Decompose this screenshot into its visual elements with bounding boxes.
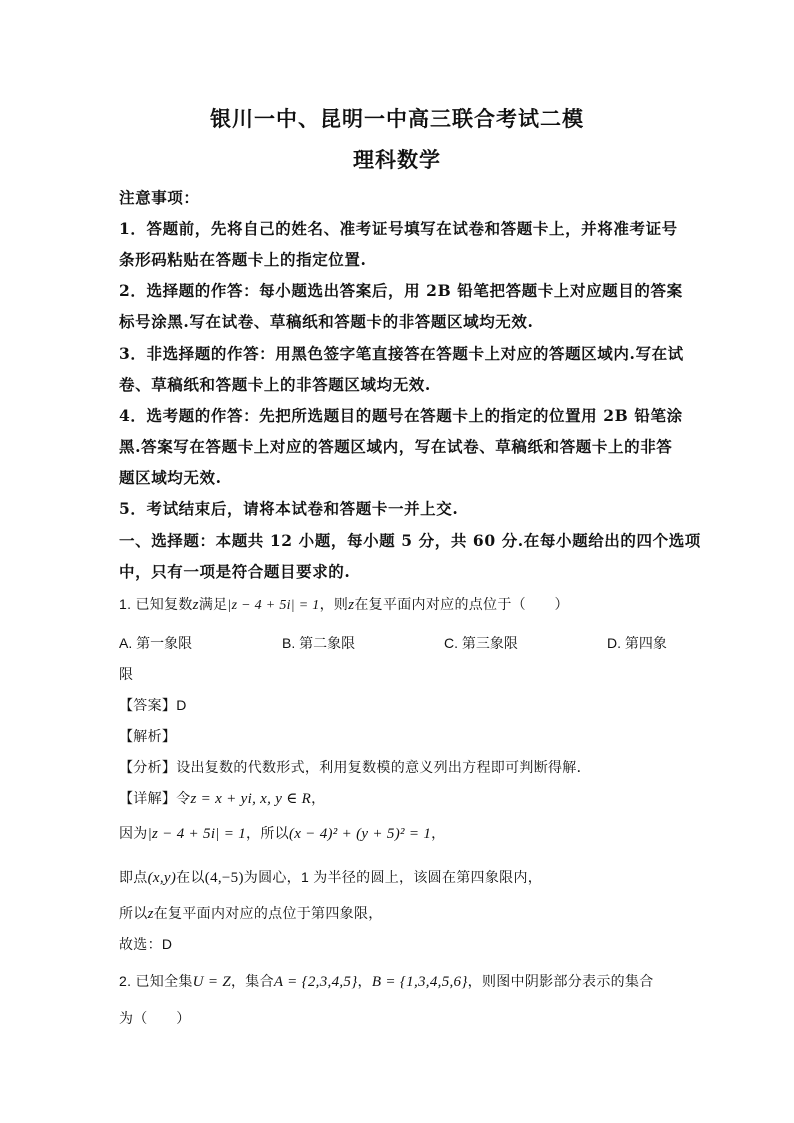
exam-subtitle: 理科数学 xyxy=(353,147,441,172)
option-d: D. 第四象 xyxy=(607,635,667,651)
notice-line: 3．非选择题的作答：用黑色签字笔直接答在答题卡上对应的答题区域内.写在试 xyxy=(119,344,684,363)
notice-line: 5．考试结束后，请将本试卷和答题卡一并上交. xyxy=(119,499,459,518)
notice-line: 1．答题前，先将自己的姓名、准考证号填写在试卷和答题卡上，并将准考证号 xyxy=(119,219,678,238)
circle-equation: (x − 4)² + (y + 5)² = 1 xyxy=(288,826,432,842)
modulus-equation: |z − 4 + 5i| = 1 xyxy=(227,598,320,613)
analysis-heading: 【解析】 xyxy=(119,728,177,744)
notice-line: 黑.答案写在答题卡上对应的答题区域内，写在试卷、草稿纸和答题卡上的非答 xyxy=(119,437,673,456)
complex-form: z = x + yi, x, y ∈ R xyxy=(190,791,312,807)
notice-heading: 注意事项： xyxy=(119,188,200,207)
section-heading: 一、选择题：本题共 12 小题，每小题 5 分，共 60 分.在每小题给出的四个选项 xyxy=(119,531,701,550)
option-a: A. 第一象限 xyxy=(119,635,193,651)
section-heading-cont: 中，只有一项是符合题目要求的. xyxy=(119,562,351,581)
exam-title: 银川一中、昆明一中高三联合考试二模 xyxy=(210,106,584,131)
notice-line: 卷、草稿纸和答题卡上的非答题区域均无效. xyxy=(119,375,431,394)
question-2-stem: 2. 已知全集U = Z，集合A = {2,3,4,5}，B = {1,3,4,5,6}，则图中阴影部分表示的集合 xyxy=(119,973,654,990)
option-c: C. 第三象限 xyxy=(444,635,518,651)
notice-line: 题区域均无效. xyxy=(119,468,222,487)
notice-line: 2．选择题的作答：每小题选出答案后，用 2B 铅笔把答题卡上对应题目的答案 xyxy=(119,281,683,300)
conclusion-line: 所以z在复平面内对应的点位于第四象限， xyxy=(119,905,383,922)
detail-line: 【详解】令z = x + yi, x, y ∈ R， xyxy=(119,790,326,807)
circle-line: 即点(x,y)在以(4,−5)为圆心，1 为半径的圆上，该圆在第四象限内， xyxy=(119,869,543,886)
choose-line: 故选：D xyxy=(119,936,173,952)
option-d-wrap: 限 xyxy=(119,666,133,682)
notice-line: 条形码粘贴在答题卡上的指定位置. xyxy=(119,250,367,269)
equation-line: 因为|z − 4 + 5i| = 1，所以(x − 4)² + (y + 5)² = 1， xyxy=(119,825,446,842)
question-1-stem: 1. 已知复数z满足|z − 4 + 5i| = 1，则z在复平面内对应的点位于（ ） xyxy=(119,596,569,613)
question-2-wrap: 为（ ） xyxy=(119,1010,191,1026)
notice-line: 4．选考题的作答：先把所选题目的题号在答题卡上的指定的位置用 2B 铅笔涂 xyxy=(119,406,683,425)
option-b: B. 第二象限 xyxy=(282,635,356,651)
analysis-text: 【分析】设出复数的代数形式，利用复数模的意义列出方程即可判断得解． xyxy=(119,759,591,775)
notice-line: 标号涂黑.写在试卷、草稿纸和答题卡的非答题区域均无效. xyxy=(119,312,534,331)
answer-line: 【答案】D xyxy=(119,697,187,713)
